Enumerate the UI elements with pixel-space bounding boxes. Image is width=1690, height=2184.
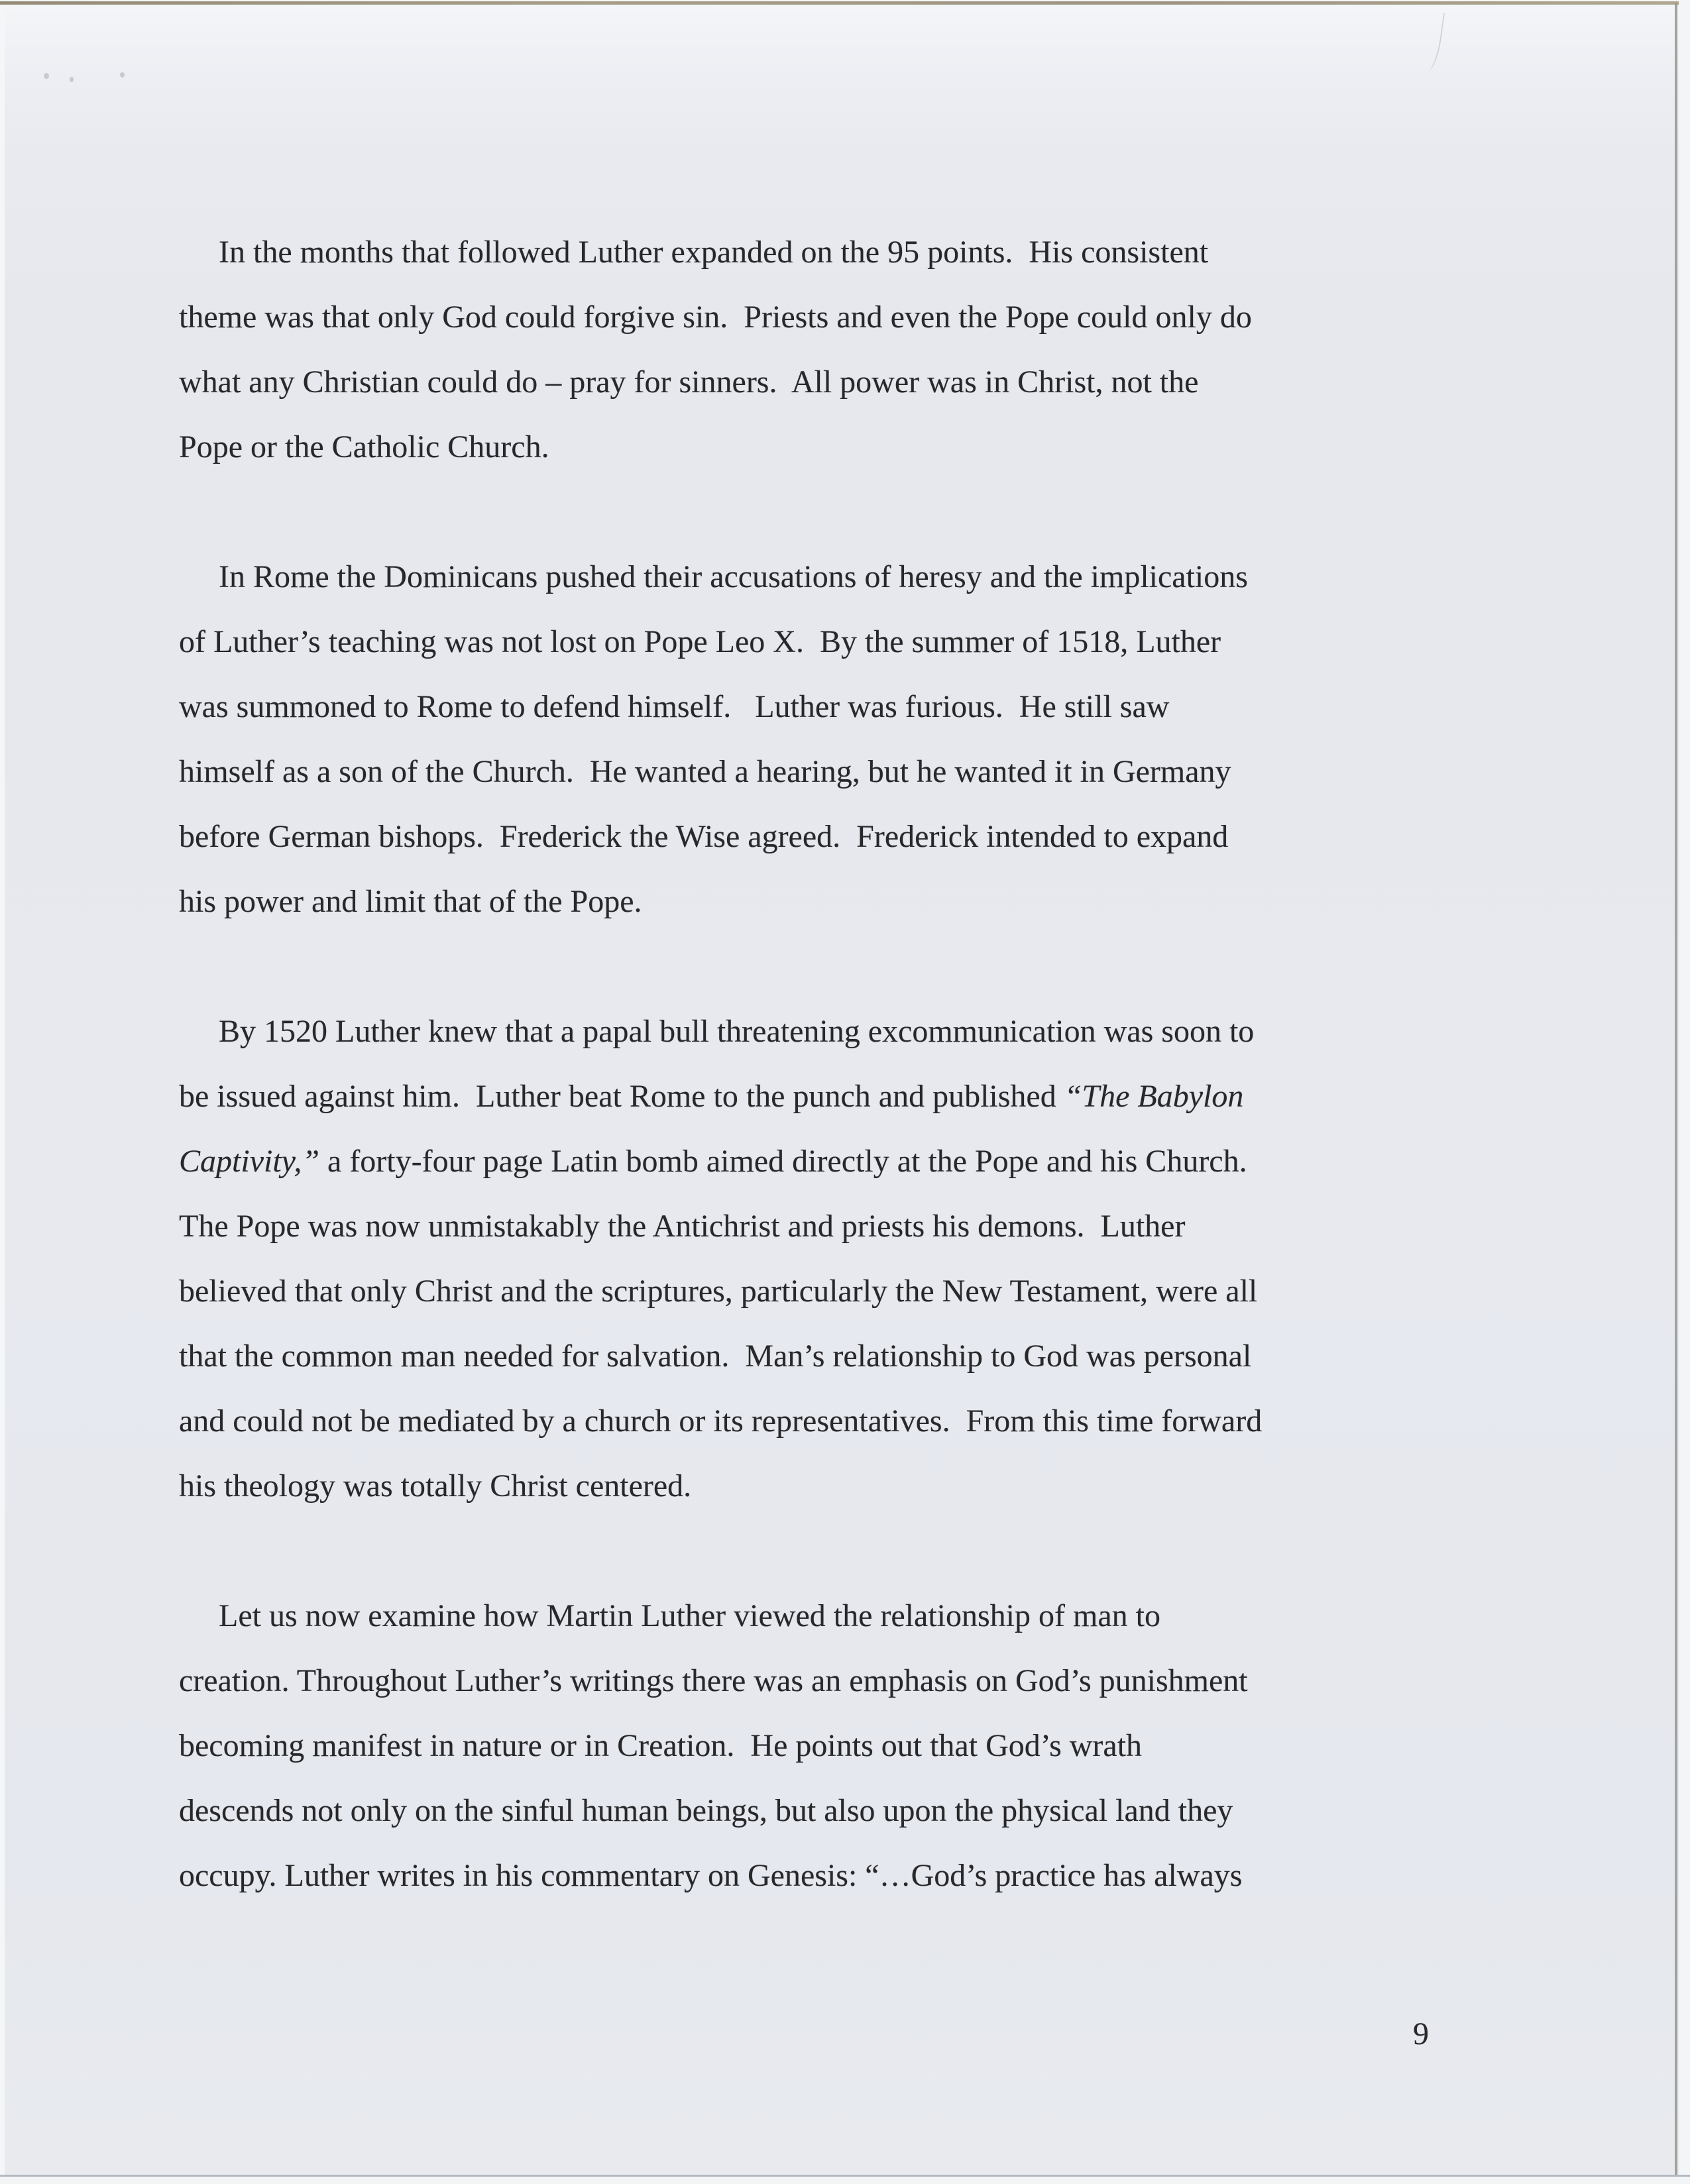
scan-edge-bottom: [0, 2177, 1690, 2184]
scan-edge-bottom-line: [0, 2175, 1690, 2177]
text-segment: before German bishops. Frederick the Wise agreed. Frederick intended to expand: [179, 819, 1229, 854]
text-segment: be issued against him. Luther beat Rome to the punch and published: [179, 1079, 1064, 1114]
text-line: [179, 220, 1524, 285]
text-segment: theme was that only God could forgive sin. Priests and even the Pope could only do: [179, 300, 1252, 335]
text-segment: By 1520 Luther knew that a papal bull threatening excommunication was soon to: [219, 1014, 1255, 1049]
text-segment: and could not be mediated by a church or its representatives. From this time forward: [179, 1403, 1263, 1439]
text-segment: a forty-four page Latin bomb aimed directly at the Pope and his Church.: [327, 1144, 1247, 1179]
text-line: [179, 1714, 1524, 1778]
scan-edge-right-line: [1675, 3, 1677, 2177]
paragraph: [179, 545, 1524, 934]
text-segment: creation. Throughout Luther’s writings there was an emphasis on God’s punishment: [179, 1663, 1248, 1698]
text-segment: his theology was totally Christ centered.: [179, 1468, 692, 1503]
text-line: [179, 869, 1524, 934]
text-line: [179, 610, 1524, 675]
paragraph: [179, 999, 1524, 1519]
text-line: [179, 350, 1524, 415]
dust-speck: [70, 77, 74, 82]
text-segment: In Rome the Dominicans pushed their accusations of heresy and the implications: [219, 559, 1248, 594]
dust-speck: [44, 73, 49, 79]
text-line: [179, 675, 1524, 739]
text-segment: was summoned to Rome to defend himself. Luther was furious. He still saw: [179, 689, 1170, 724]
text-segment: Pope or the Catholic Church.: [179, 429, 549, 464]
text-line: [179, 415, 1524, 480]
text-line: [179, 1324, 1524, 1389]
paragraph: [179, 220, 1524, 480]
text-line: [179, 285, 1524, 350]
text-line: [179, 1259, 1524, 1324]
text-line: [179, 545, 1524, 610]
document-body: [179, 220, 1524, 1973]
page-number: 9: [1413, 2016, 1429, 2051]
text-segment: of Luther’s teaching was not lost on Pope Leo X. By the summer of 1518, Luther: [179, 624, 1221, 659]
italic-text-segment: Captivity,”: [179, 1144, 328, 1179]
text-segment: himself as a son of the Church. He wanted a hearing, but he wanted it in Germany: [179, 754, 1231, 789]
text-line: [179, 1129, 1524, 1194]
text-line: [179, 1194, 1524, 1259]
text-line: [179, 1649, 1524, 1714]
text-line: [179, 1389, 1524, 1454]
text-line: [179, 999, 1524, 1064]
italic-text-segment: “The Babylon: [1064, 1079, 1244, 1114]
text-segment: occupy. Luther writes in his commentary on Genesis: “…God’s practice has always: [179, 1858, 1243, 1893]
text-line: [179, 1843, 1524, 1908]
text-segment: believed that only Christ and the scriptures, particularly the New Testament, were all: [179, 1274, 1258, 1309]
text-segment: that the common man needed for salvation. Man’s relationship to God was personal: [179, 1338, 1252, 1374]
scan-edge-left: [0, 0, 5, 2184]
text-segment: Let us now examine how Martin Luther viewed the relationship of man to: [219, 1598, 1160, 1633]
text-line: [179, 1064, 1524, 1129]
text-line: [179, 804, 1524, 869]
paragraph: [179, 1584, 1524, 1908]
text-line: [179, 1778, 1524, 1843]
scan-edge-right: [1679, 0, 1690, 2184]
text-line: [179, 1584, 1524, 1649]
text-segment: In the months that followed Luther expanded on the 95 points. His consistent: [219, 235, 1209, 270]
text-segment: The Pope was now unmistakably the Antichrist and priests his demons. Luther: [179, 1209, 1186, 1244]
text-segment: his power and limit that of the Pope.: [179, 884, 642, 919]
text-line: [179, 739, 1524, 804]
text-segment: what any Christian could do – pray for sinners. All power was in Christ, not the: [179, 364, 1199, 400]
dust-speck: [120, 72, 125, 78]
scan-edge-top-line: [0, 1, 1690, 5]
text-line: [179, 1454, 1524, 1519]
text-segment: descends not only on the sinful human beings, but also upon the physical land they: [179, 1793, 1233, 1828]
text-segment: becoming manifest in nature or in Creation. He points out that God’s wrath: [179, 1728, 1143, 1763]
